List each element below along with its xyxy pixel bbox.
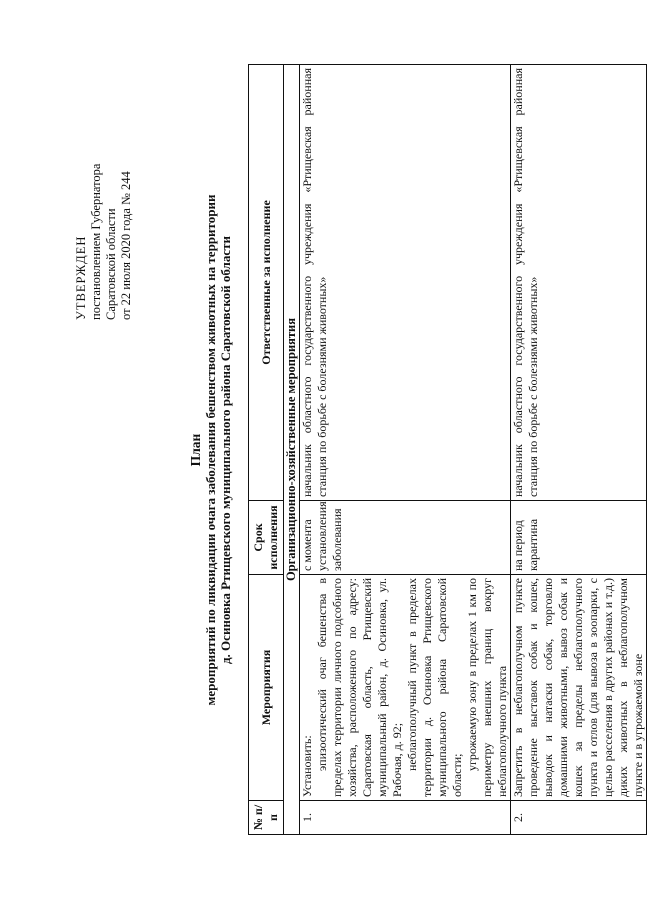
row-term: на период карантина (511, 501, 647, 575)
header-responsible: Ответственные за исполнение (249, 65, 284, 501)
section-row (284, 65, 300, 835)
measure-paragraph: эпизоотический очаг бешенства в пределах территории личного подсобного хозяйства, расположенного по адресу: Саратовская область, Ртищевский муниципальный район, д. Осиновка, ул. Рабочая, д. 92; (315, 578, 404, 797)
plan-title: План (188, 433, 203, 467)
section-title: Организационно-хозяйственные мероприятия (284, 65, 300, 835)
measure-paragraph: Запретить в неблагополучном пункте проведение выставок собак и кошек, выводок и натаски собак, торговлю домашними животными, вывоз собак и кошек за пределы неблагополучного пункта и отлов (для вывоза в зоопарки, с целью расселения в других районах и т.д.) диких животных в неблагополучном пункте и в угрожаемой зоне (511, 578, 645, 797)
approval-line-3: от 22 июля 2020 года № 244 (119, 171, 133, 320)
measures-table (248, 64, 647, 835)
measure-paragraph: Установить: (300, 735, 314, 797)
row-responsible: начальник областного государственного учреждения «Ртищевская районная станция по борьбе с болезнями животных» (511, 65, 647, 501)
header-term: Срок исполнения (249, 501, 284, 575)
table-row (300, 65, 511, 835)
header-measures: Мероприятия (249, 575, 284, 801)
row-number: 1. (300, 801, 511, 835)
plan-subtitle-2: д. Осиновка Ртищевского муниципального района Саратовской области (218, 236, 233, 665)
measure-paragraph: угрожаемую зону в пределах 1 км по периметру внешних границ вокруг неблагополучного пункта (465, 578, 509, 797)
approval-block (74, 70, 134, 320)
row-term: с момента установления заболевания (300, 501, 511, 575)
table-header-row (249, 65, 284, 835)
measure-paragraph: неблагополучный пункт в пределах территории д. Осиновка Ртищевского муниципального района Саратовской области; (405, 578, 464, 797)
rotated-content (70, 65, 645, 835)
row-responsible: начальник областного государственного учреждения «Ртищевская районная станция по борьбе с болезнями животных» (300, 65, 511, 501)
approval-line-2: Саратовской области (104, 208, 118, 320)
row-measures (300, 575, 511, 801)
approval-title: УТВЕРЖДЕН (74, 235, 88, 320)
approval-line-1: постановлением Губернатора (89, 163, 103, 320)
plan-subtitle-1: мероприятий по ликвидации очага заболевания бешенством животных на территории (203, 194, 218, 706)
header-num: № п/п (249, 801, 284, 835)
row-measures (511, 575, 647, 801)
table-row (511, 65, 647, 835)
plan-heading (188, 65, 233, 835)
row-number: 2. (511, 801, 647, 835)
